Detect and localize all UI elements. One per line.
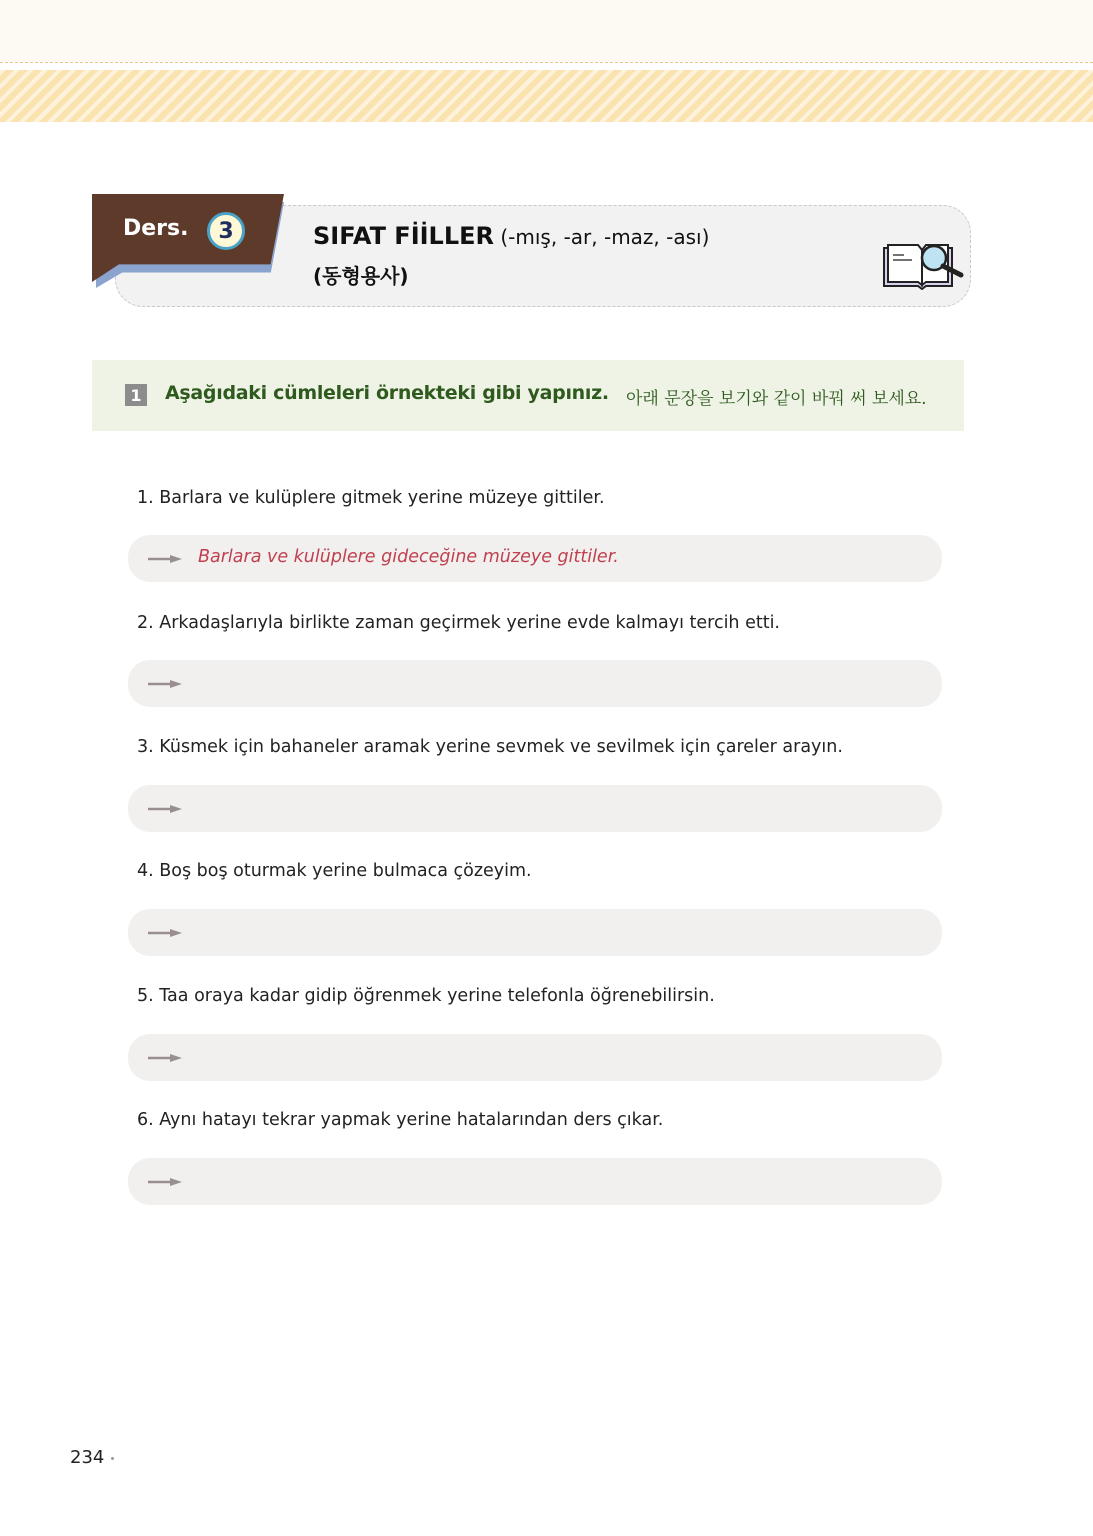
answer-field[interactable] (128, 1034, 942, 1081)
exercise-prompt: 2. Arkadaşlarıyla birlikte zaman geçirmek yerine evde kalmayı tercih etti. (137, 613, 780, 633)
arrow-right-icon (148, 555, 182, 563)
arrow-right-icon (148, 929, 182, 937)
answer-field[interactable] (128, 909, 942, 956)
exercise-prompt: 4. Boş boş oturmak yerine bulmaca çözeyim. (137, 861, 532, 881)
instruction-text-tr: Aşağıdaki cümleleri örnekteki gibi yapınız. (165, 382, 609, 404)
instruction-number: 1 (125, 384, 147, 406)
answer-field[interactable] (128, 1158, 942, 1205)
lesson-title (313, 222, 709, 250)
lesson-subtitle: (동형용사) (313, 264, 409, 288)
arrow-right-icon (148, 680, 182, 688)
answer-text: Barlara ve kulüplere gideceğine müzeye gittiler. (198, 547, 619, 567)
page-number: 234 (70, 1447, 105, 1468)
lesson-title-suffixes: (-mış, -ar, -maz, -ası) (494, 225, 710, 249)
arrow-right-icon (148, 1054, 182, 1062)
arrow-right-icon (148, 1178, 182, 1186)
exercise-prompt: 1. Barlara ve kulüplere gitmek yerine müzeye gittiler. (137, 488, 605, 508)
answer-field[interactable] (128, 785, 942, 832)
answer-field[interactable] (128, 535, 942, 582)
exercise-prompt: 5. Taa oraya kadar gidip öğrenmek yerine telefonla öğrenebilirsin. (137, 986, 715, 1006)
page-number-dot (111, 1457, 114, 1460)
instruction-text-kr: 아래 문장을 보기와 같이 바꿔 써 보세요. (626, 389, 927, 409)
exercise-prompt: 6. Aynı hatayı tekrar yapmak yerine hatalarından ders çıkar. (137, 1110, 664, 1130)
header-band (0, 0, 1093, 63)
decorative-stripe (0, 70, 1093, 122)
arrow-right-icon (148, 805, 182, 813)
answer-field[interactable] (128, 660, 942, 707)
book-magnifier-icon (878, 240, 966, 290)
lesson-label: Ders. (123, 216, 189, 241)
lesson-number-badge: 3 (207, 212, 245, 250)
exercise-prompt: 3. Küsmek için bahaneler aramak yerine sevmek ve sevilmek için çareler arayın. (137, 737, 843, 757)
lesson-title-bold: SIFAT FİİLLER (313, 222, 495, 250)
